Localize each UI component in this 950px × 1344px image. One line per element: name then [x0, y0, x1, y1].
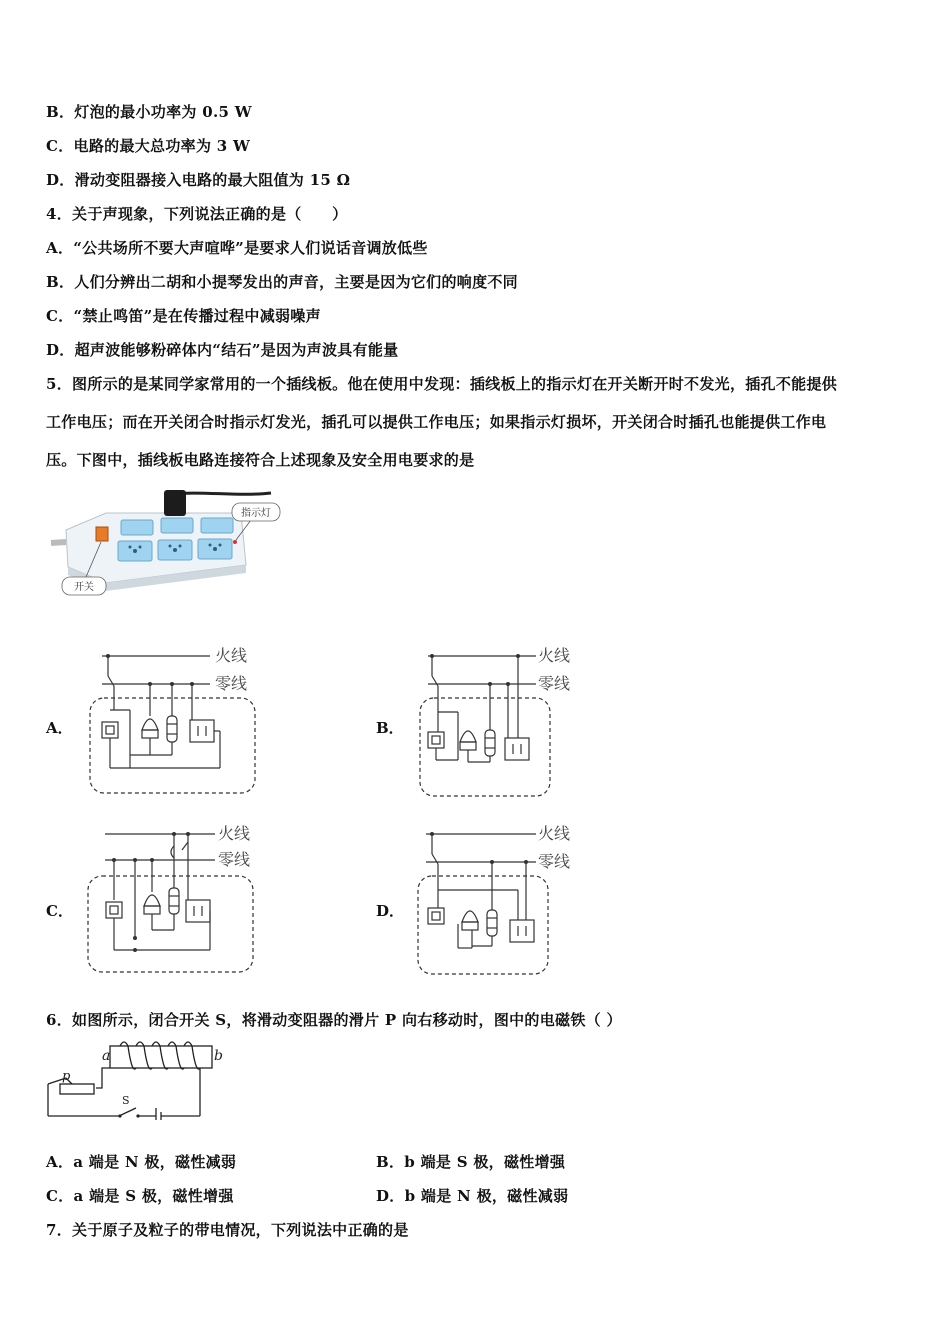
- circuit-diagram-a: [80, 640, 270, 805]
- q4-option-c: C．“禁止鸣笛”是在传播过程中减弱噪声: [46, 307, 321, 325]
- q6-stem: 6．如图所示，闭合开关 S，将滑动变阻器的滑片 P 向右移动时，图中的电磁铁（ ）: [46, 1011, 622, 1029]
- q5-option-c-label: C．: [46, 902, 73, 920]
- label-switch: 开关: [74, 582, 94, 593]
- q5-option-a-label: A．: [46, 719, 73, 737]
- q7-stem: 7．关于原子及粒子的带电情况，下列说法中正确的是: [46, 1221, 409, 1239]
- live-wire-label: 火线: [538, 824, 571, 843]
- q5-option-b-label: B．: [376, 719, 404, 737]
- q4-stem: 4．关于声现象，下列说法正确的是（ ）: [46, 205, 348, 223]
- neutral-wire-label: 零线: [538, 674, 571, 693]
- q5-stem-line1: 5．图所示的是某同学家常用的一个插线板。他在使用中发现：插线板上的指示灯在开关断开时不发光，插孔不能提供: [46, 375, 838, 393]
- q6-option-d: D．b 端是 N 极，磁性减弱: [376, 1187, 569, 1205]
- q5-stem-line2: 工作电压；而在开关闭合时指示灯发光，插孔可以提供工作电压；如果指示灯损坏，开关闭合时插孔也能提供工作电: [46, 413, 827, 431]
- q6-option-c: C．a 端是 S 极，磁性增强: [46, 1187, 234, 1205]
- q4-option-d: D．超声波能够粉碎体内“结石”是因为声波具有能量: [46, 341, 399, 359]
- q3-option-d: D．滑动变阻器接入电路的最大阻值为 15 Ω: [46, 171, 351, 189]
- live-wire-label: 火线: [215, 646, 248, 665]
- q4-option-b: B．人们分辨出二胡和小提琴发出的声音，主要是因为它们的响度不同: [46, 273, 518, 291]
- circuit-diagram-d: [410, 820, 600, 980]
- circuit-diagram-b: [410, 640, 600, 805]
- slider-p-label: p: [62, 1069, 71, 1084]
- q5-option-d-label: D．: [376, 902, 405, 920]
- q3-option-b: B．灯泡的最小功率为 0.5 W: [46, 103, 252, 121]
- q3-option-c: C．电路的最大总功率为 3 W: [46, 137, 251, 155]
- neutral-wire-label: 零线: [218, 850, 251, 869]
- q4-option-a: A．“公共场所不要大声喧哗”是要求人们说话音调放低些: [46, 239, 428, 257]
- electromagnet-circuit-figure: [44, 1040, 234, 1120]
- power-strip-photo: [46, 485, 296, 600]
- q5-stem-line3: 压。下图中，插线板电路连接符合上述现象及安全用电要求的是: [46, 451, 475, 469]
- neutral-wire-label: 零线: [538, 852, 571, 871]
- neutral-wire-label: 零线: [215, 674, 248, 693]
- end-b-label: b: [214, 1048, 223, 1064]
- end-a-label: a: [102, 1048, 111, 1064]
- live-wire-label: 火线: [538, 646, 571, 665]
- label-indicator: 指示灯: [241, 508, 271, 519]
- live-wire-label: 火线: [218, 824, 251, 843]
- switch-s-label: S: [122, 1094, 130, 1107]
- circuit-diagram-c: [80, 820, 270, 980]
- q6-option-b: B．b 端是 S 极，磁性增强: [376, 1153, 566, 1171]
- q6-option-a: A．a 端是 N 极，磁性减弱: [46, 1153, 237, 1171]
